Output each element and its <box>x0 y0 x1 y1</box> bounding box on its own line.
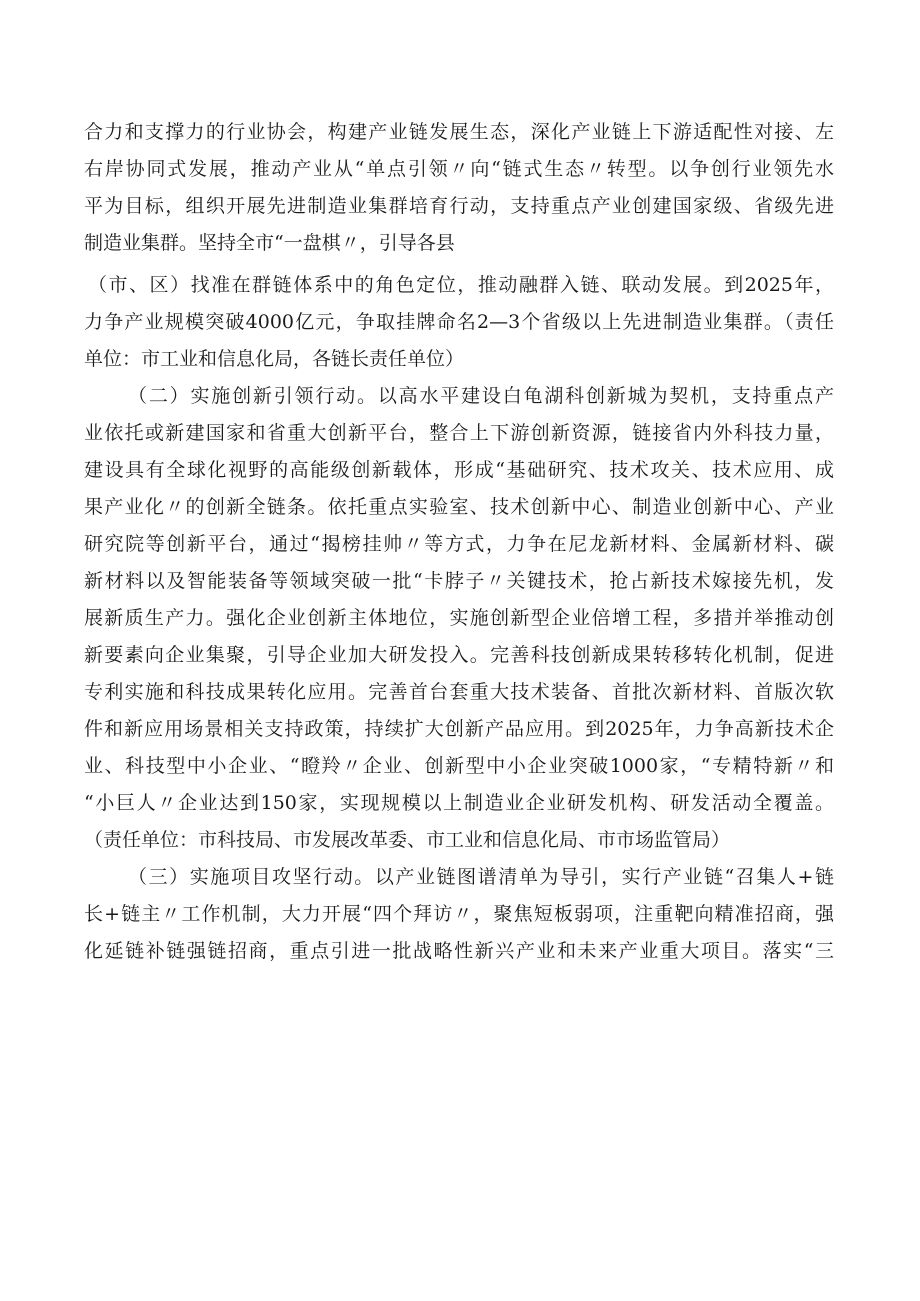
text-line: 业依托或新建国家和省重大创新平台，整合上下游创新资源，链接省内外科技力量， <box>84 422 834 444</box>
text-line: “小巨人〃企业达到150家，实现规模以上制造业企业研发机构、研发活动全覆盖。 <box>84 792 834 814</box>
document-body <box>84 114 834 970</box>
text-line: 化延链补链强链招商，重点引进一批战略性新兴产业和未来产业重大项目。落实“三 <box>84 940 834 962</box>
text-line: 展新质生产力。强化企业创新主体地位，实施创新型企业倍增工程，多措并举推动创 <box>84 607 834 629</box>
text-line: 件和新应用场景相关支持政策，持续扩大创新产品应用。到2025年，力争高新技术企 <box>84 718 834 740</box>
text-line: 合力和支撑力的行业协会，构建产业链发展生态，深化产业链上下游适配性对接、左 <box>84 121 834 143</box>
text-line: 单位：市工业和信息化局，各链长责任单位） <box>84 348 465 370</box>
paragraph-heading-line: （二）实施创新引领行动。以高水平建设白龟湖科创新城为契机，支持重点产 <box>128 385 834 407</box>
text-line: 新材料以及智能装备等领域突破一批“卡脖子〃关键技术，抢占新技术嫁接先机，发 <box>84 570 834 592</box>
text-line: 果产业化〃的创新全链条。依托重点实验室、技术创新中心、制造业创新中心、产业 <box>84 496 834 518</box>
text-line: 平为目标，组织开展先进制造业集群培育行动，支持重点产业创建国家级、省级先进 <box>84 195 834 217</box>
text-line: 力争产业规模突破4000亿元，争取挂牌命名2—3个省级以上先进制造业集群。（责任 <box>84 311 834 333</box>
text-line: 制造业集群。坚持全市“一盘棋〃，引导各县 <box>84 232 455 254</box>
text-line: 建设具有全球化视野的高能级创新载体，形成“基础研究、技术攻关、技术应用、成 <box>84 459 834 481</box>
text-line: 业、科技型中小企业、“瞪羚〃企业、创新型中小企业突破1000家，“专精特新〃和 <box>84 755 834 777</box>
text-line: 新要素向企业集聚，引导企业加大研发投入。完善科技创新成果转移转化机制，促进 <box>84 644 834 666</box>
text-line: （市、区）找准在群链体系中的角色定位，推动融群入链、联动发展。到2025年， <box>88 274 834 296</box>
text-line: 研究院等创新平台，通过“揭榜挂帅〃等方式，力争在尼龙新材料、金属新材料、碳 <box>84 533 834 555</box>
text-line: 右岸协同式发展，推动产业从“单点引领〃向“链式生态〃转型。以争创行业领先水 <box>84 158 834 180</box>
paragraph-heading-line: （三）实施项目攻坚行动。以产业链图谱清单为导引，实行产业链“召集人+链 <box>128 866 834 888</box>
text-line: 长+链主〃工作机制，大力开展“四个拜访〃，聚焦短板弱项，注重靶向精准招商，强 <box>84 903 834 925</box>
text-line: 专利实施和科技成果转化应用。完善首台套重大技术装备、首批次新材料、首版次软 <box>84 681 834 703</box>
text-line: （责任单位：市科技局、市发展改革委、市工业和信息化局、市市场监管局） <box>84 829 731 851</box>
